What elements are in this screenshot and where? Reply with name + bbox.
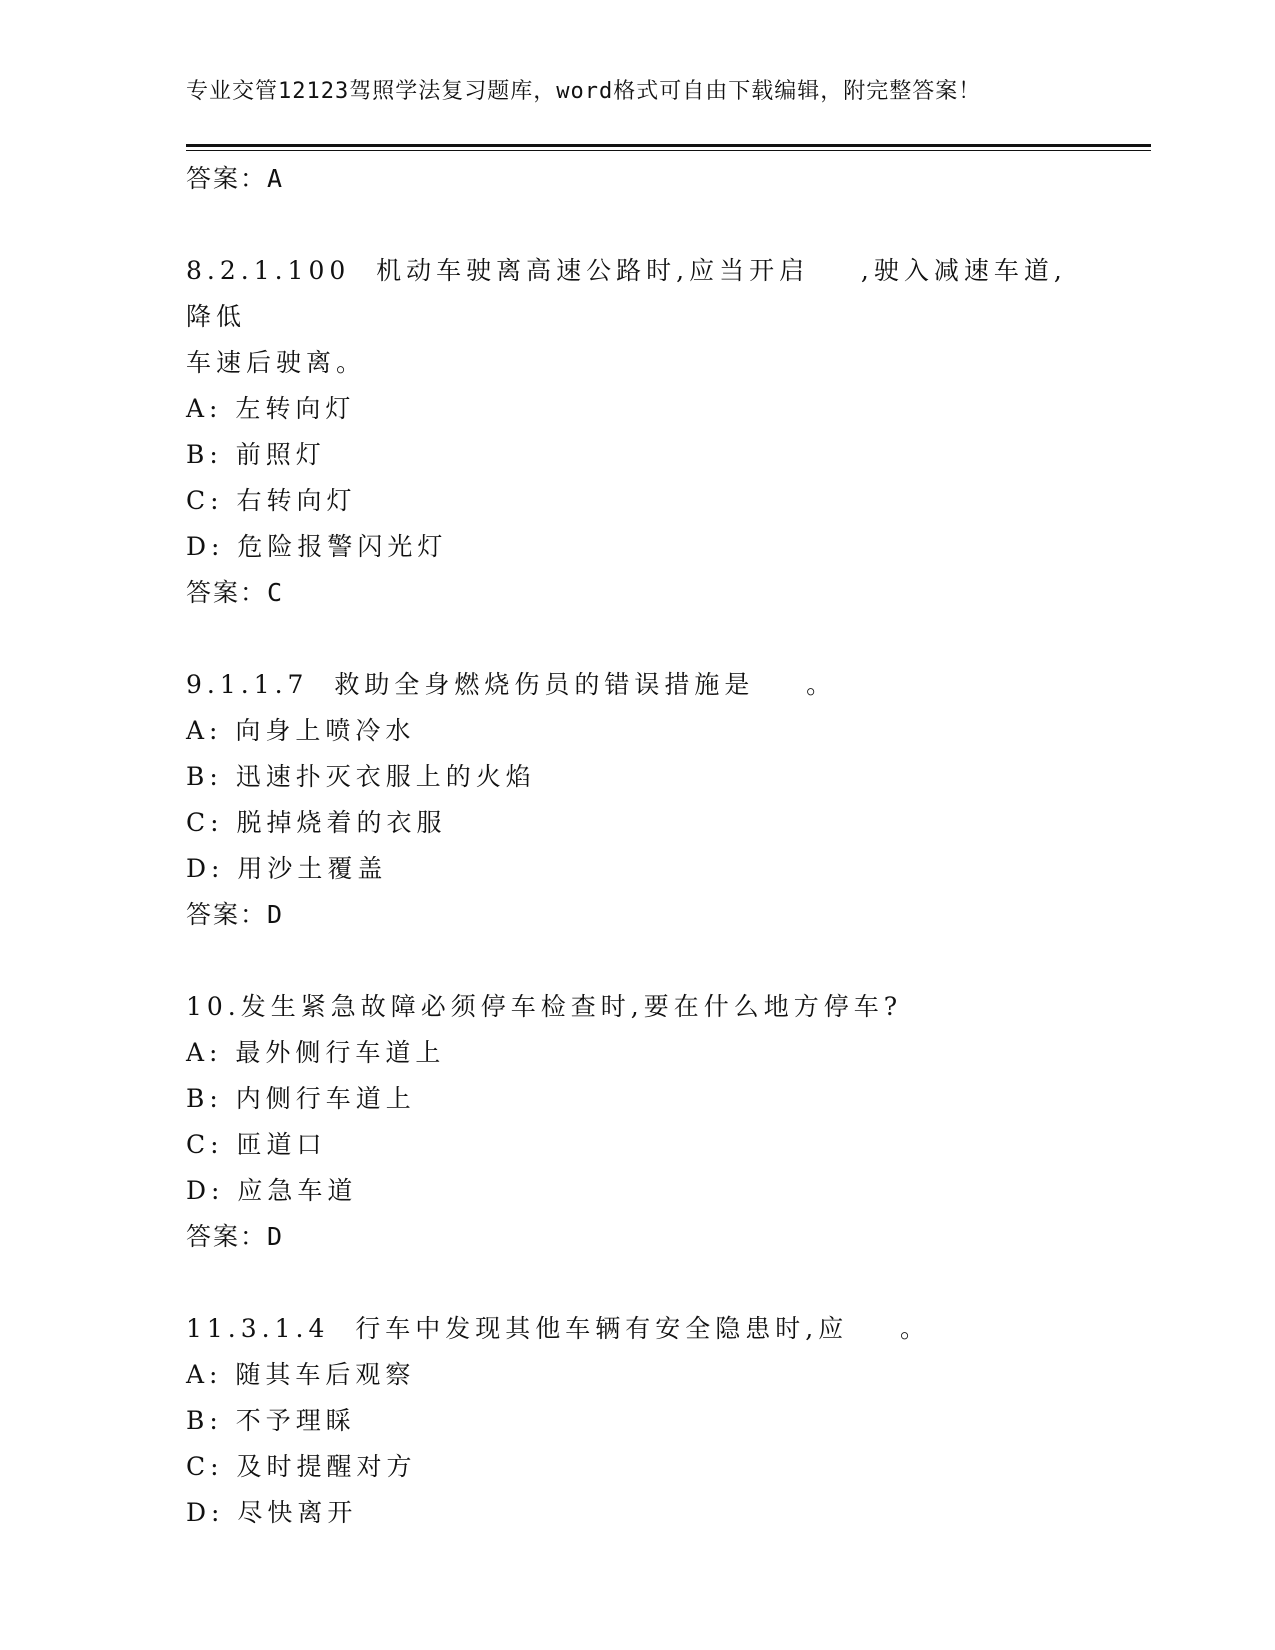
answer-label: 答案： [186, 1222, 268, 1251]
answer-value: A [267, 164, 285, 193]
answer-line [186, 1214, 1086, 1260]
answer-line [186, 892, 1086, 938]
option-a: A: 随其车后观察 [186, 1360, 416, 1389]
question-stem: 9.1.1.7 救助全身燃烧伤员的错误措施是 。 [186, 670, 837, 699]
answer-value: C [267, 578, 285, 607]
header-rule-thin [186, 150, 1151, 151]
answer-line [186, 156, 1086, 202]
question-stem: 10.发生紧急故障必须停车检查时,要在什么地方停车? [186, 992, 903, 1021]
answer-label: 答案： [186, 900, 268, 929]
option-b: B: 迅速扑灭衣服上的火焰 [186, 762, 536, 791]
question-block [186, 662, 1086, 938]
answer-value: D [267, 1222, 285, 1251]
option-a: A: 最外侧行车道上 [186, 1038, 446, 1067]
answer-label: 答案： [186, 578, 268, 607]
option-d: D: 应急车道 [186, 1176, 358, 1205]
option-c: C: 右转向灯 [186, 486, 357, 515]
header-rule-thick [186, 144, 1151, 147]
answer-value: D [267, 900, 285, 929]
answer-label: 答案： [186, 164, 268, 193]
question-block [186, 1306, 1086, 1536]
option-d: D: 用沙土覆盖 [186, 854, 388, 883]
option-c: C: 脱掉烧着的衣服 [186, 808, 447, 837]
option-b: B: 内侧行车道上 [186, 1084, 416, 1113]
option-c: C: 匝道口 [186, 1130, 327, 1159]
question-list [186, 156, 1086, 1536]
question-stem: 8.2.1.100 机动车驶离高速公路时,应当开启 ,驶入减速车道,降低 车速后驶离。 [186, 256, 1067, 377]
option-a: A: 左转向灯 [186, 394, 356, 423]
option-b: B: 前照灯 [186, 440, 326, 469]
question-block [186, 984, 1086, 1260]
option-b: B: 不予理睬 [186, 1406, 356, 1435]
option-a: A: 向身上喷冷水 [186, 716, 416, 745]
question-block [186, 248, 1086, 616]
answer-line [186, 570, 1086, 616]
option-c: C: 及时提醒对方 [186, 1452, 417, 1481]
question-stem: 11.3.1.4 行车中发现其他车辆有安全隐患时,应 。 [186, 1314, 930, 1343]
page-header: 专业交管12123驾照学法复习题库，word格式可自由下载编辑，附完整答案！ [186, 79, 982, 104]
option-d: D: 危险报警闪光灯 [186, 532, 448, 561]
option-d: D: 尽快离开 [186, 1498, 358, 1527]
